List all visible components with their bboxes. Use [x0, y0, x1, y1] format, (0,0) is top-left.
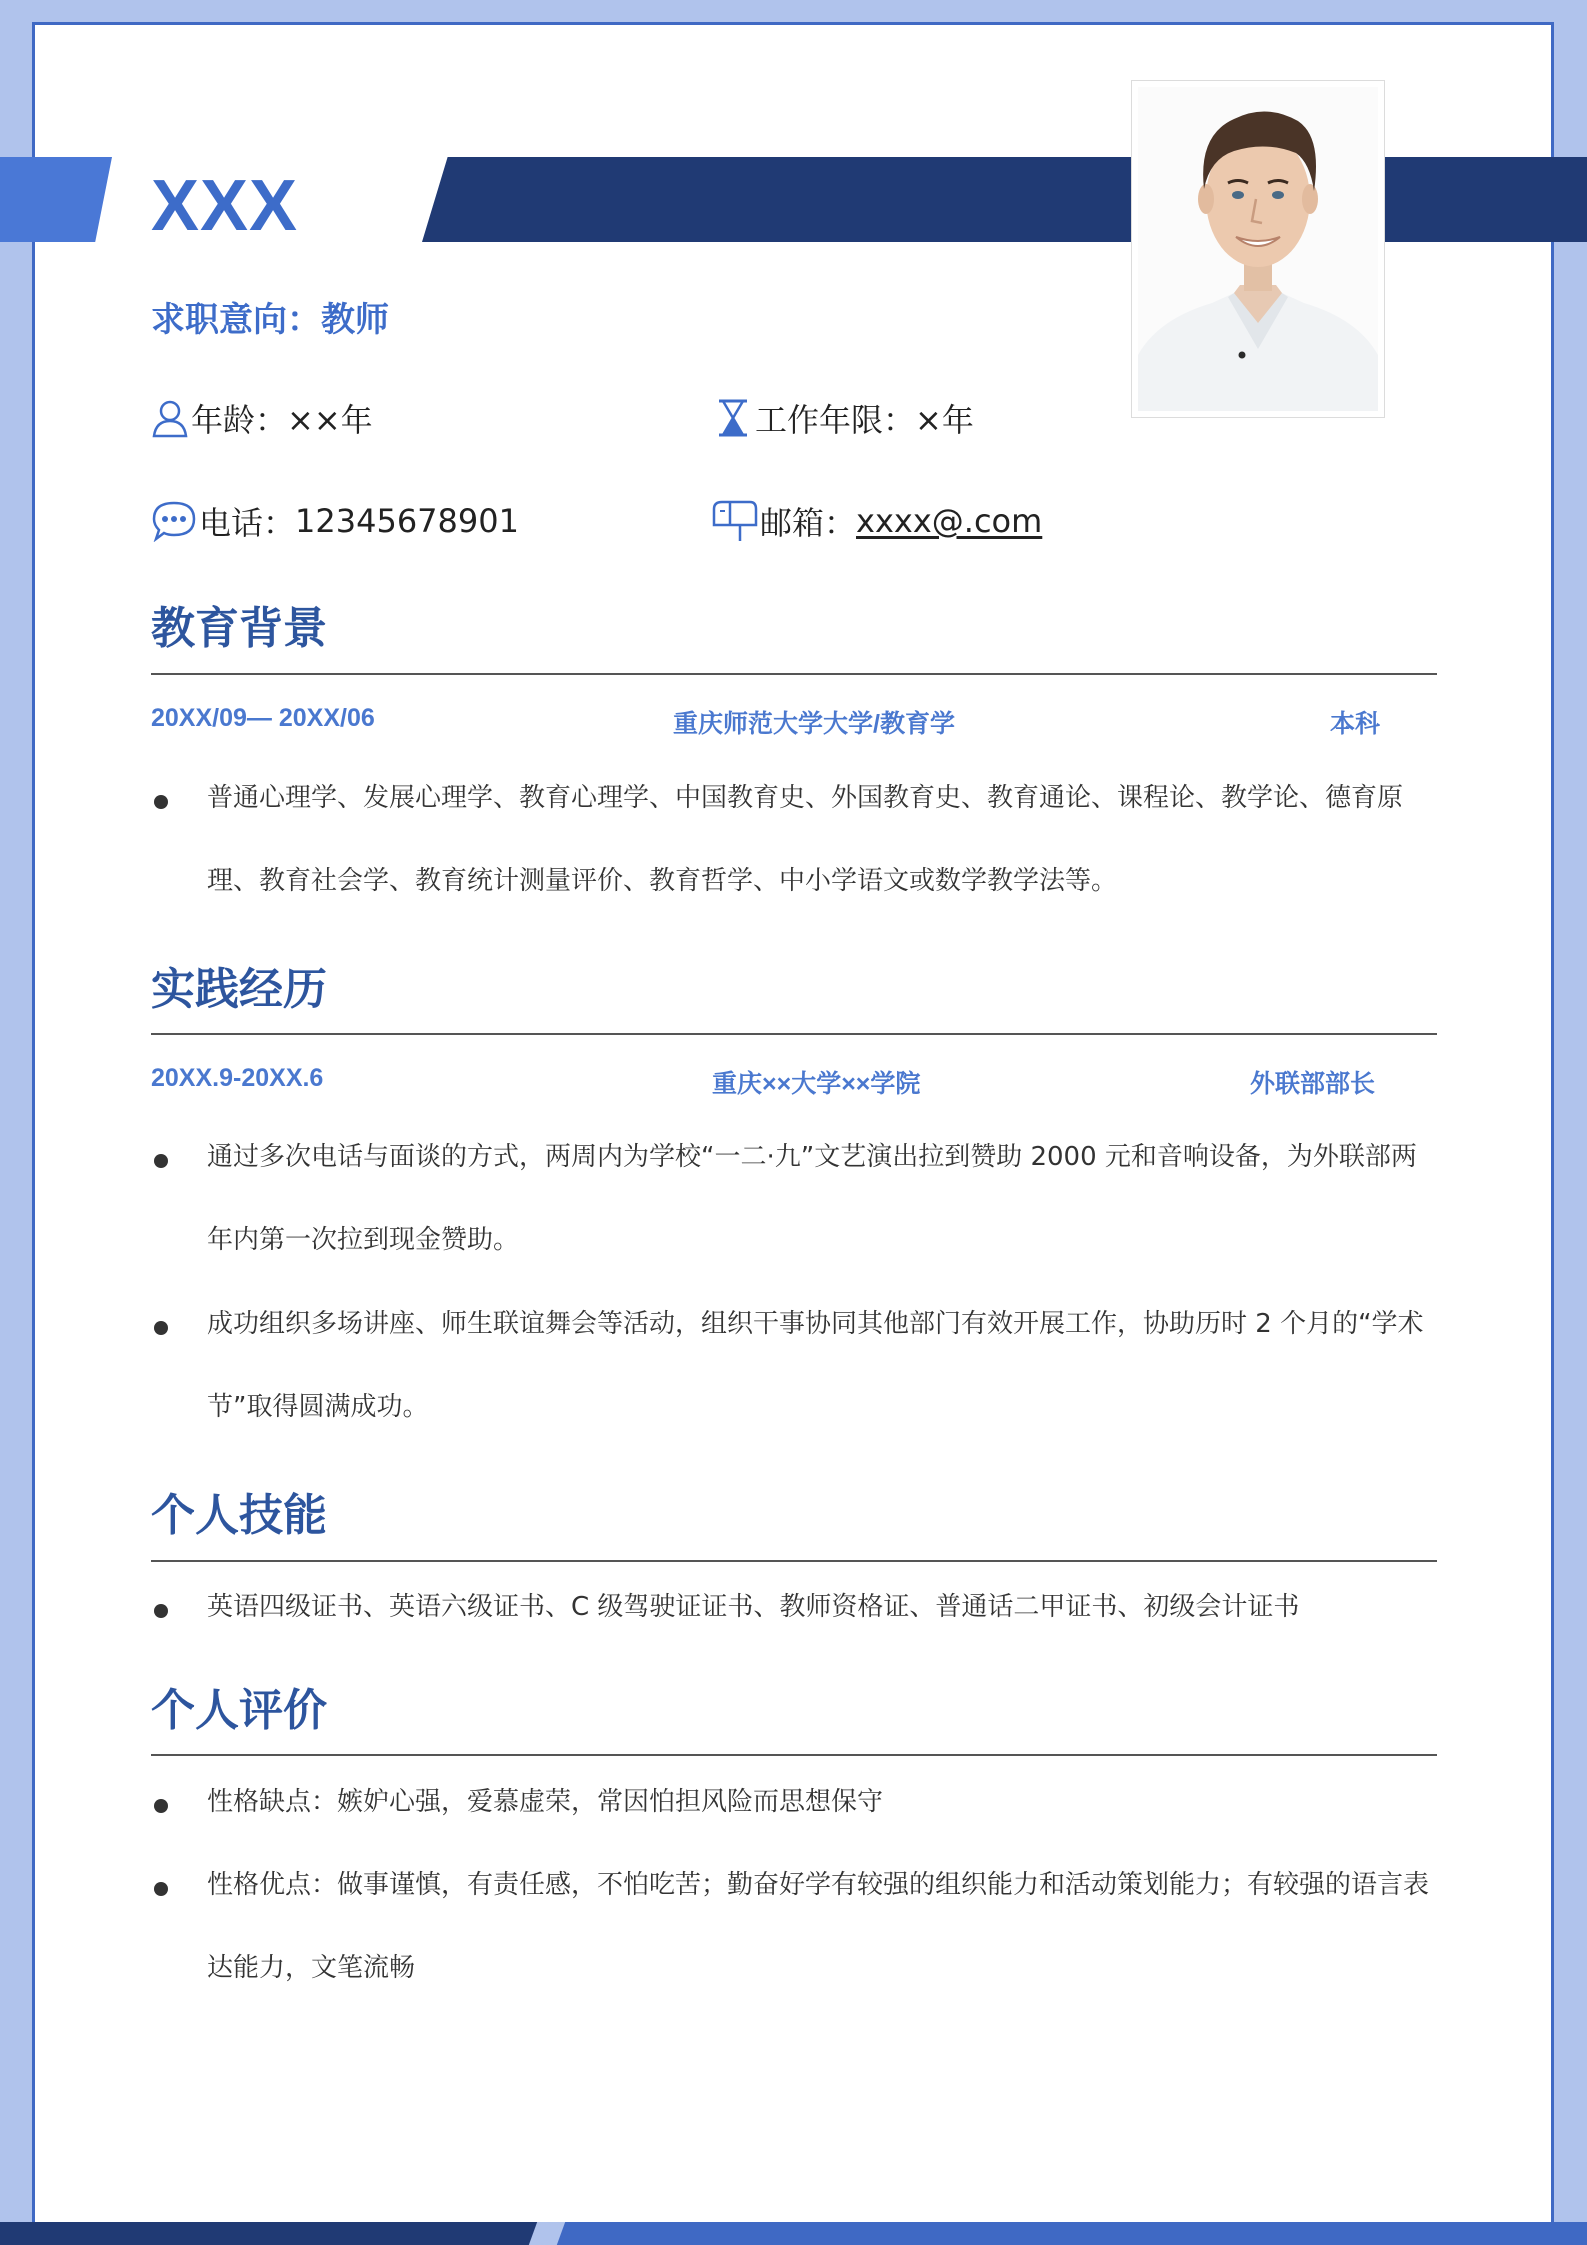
- section-divider: [151, 1560, 1437, 1562]
- education-period: 20XX/09— 20XX/06: [151, 704, 375, 732]
- list-item-text: 成功组织多场讲座、师生联谊舞会等活动，组织干事协同其他部门有效开展工作，协助历时 2 个月的“学术节”取得圆满成功。: [207, 1309, 1424, 1422]
- section-title-evaluation: 个人评价: [151, 1685, 327, 1736]
- photo-frame: [1131, 80, 1385, 418]
- section-title-practice: 实践经历: [151, 964, 327, 1015]
- practice-role: 外联部部长: [1250, 1070, 1376, 1098]
- list-item: [151, 1587, 1437, 1649]
- section-title-education: 教育背景: [151, 603, 327, 654]
- section-title-skills: 个人技能: [151, 1490, 327, 1541]
- mailbox-icon: [710, 499, 758, 543]
- header-band-dark: [422, 157, 1587, 242]
- person-icon: [151, 398, 189, 438]
- practice-period: 20XX.9-20XX.6: [151, 1064, 324, 1092]
- phone-info: [151, 498, 519, 544]
- bullet-dot: [154, 1604, 168, 1618]
- list-item: [151, 1304, 1437, 1449]
- bullet-dot: [154, 1882, 168, 1896]
- bullet-dot: [154, 795, 168, 809]
- profile-photo: [1138, 87, 1378, 411]
- section-divider: [151, 673, 1437, 675]
- list-item-text: 性格优点：做事谨慎，有责任感，不怕吃苦；勤奋好学有较强的组织能力和活动策划能力；有较强的语言表达能力，文笔流畅: [207, 1870, 1430, 1983]
- phone-label: 电话：: [199, 504, 296, 542]
- education-school: 重庆师范大学大学/教育学: [673, 710, 955, 738]
- work-years-info: [713, 395, 974, 441]
- education-degree: 本科: [1330, 710, 1381, 738]
- list-item: [151, 1137, 1437, 1282]
- bullet-dot: [154, 1799, 168, 1813]
- bullet-dot: [154, 1154, 168, 1168]
- work-years-text: 工作年限：×年: [755, 401, 974, 439]
- email-label: 邮箱：: [760, 504, 857, 542]
- chat-bubble-icon: [151, 500, 197, 542]
- email-info: [710, 498, 1042, 544]
- list-item: [151, 778, 1437, 923]
- age-info: [151, 395, 373, 441]
- email-link[interactable]: xxxx@.com: [856, 502, 1043, 540]
- list-item-text: 通过多次电话与面谈的方式，两周内为学校“一二·九”文艺演出拉到赞助 2000 元和音响设备，为外联部两年内第一次拉到现金赞助。: [207, 1142, 1417, 1255]
- phone-value: 12345678901: [295, 502, 519, 540]
- job-intent: [151, 292, 389, 341]
- section-divider: [151, 1033, 1437, 1035]
- list-item-text: 普通心理学、发展心理学、教育心理学、中国教育史、外国教育史、教育通论、课程论、教学论、德育原理、教育社会学、教育统计测量评价、教育哲学、中小学语文或数学教学法等。: [207, 783, 1404, 896]
- bullet-dot: [154, 1321, 168, 1335]
- age-text: 年龄：××年: [191, 401, 373, 439]
- list-item-text: 性格缺点：嫉妒心强，爱慕虚荣，常因怕担风险而思想保守: [207, 1787, 884, 1817]
- list-item: [151, 1865, 1437, 2010]
- header-band-left: [0, 157, 112, 242]
- candidate-name: XXX: [151, 166, 299, 246]
- list-item: [151, 1782, 1437, 1844]
- practice-org: 重庆××大学××学院: [712, 1070, 921, 1098]
- job-intent-value: 教师: [321, 300, 389, 340]
- footer-stripe-blue: [556, 2222, 1587, 2245]
- section-divider: [151, 1754, 1437, 1756]
- job-intent-label: 求职意向：: [151, 300, 321, 340]
- list-item-text: 英语四级证书、英语六级证书、C 级驾驶证证书、教师资格证、普通话二甲证书、初级会计证书: [207, 1592, 1300, 1622]
- hourglass-icon: [713, 397, 753, 439]
- footer-stripe-dark: [0, 2222, 548, 2245]
